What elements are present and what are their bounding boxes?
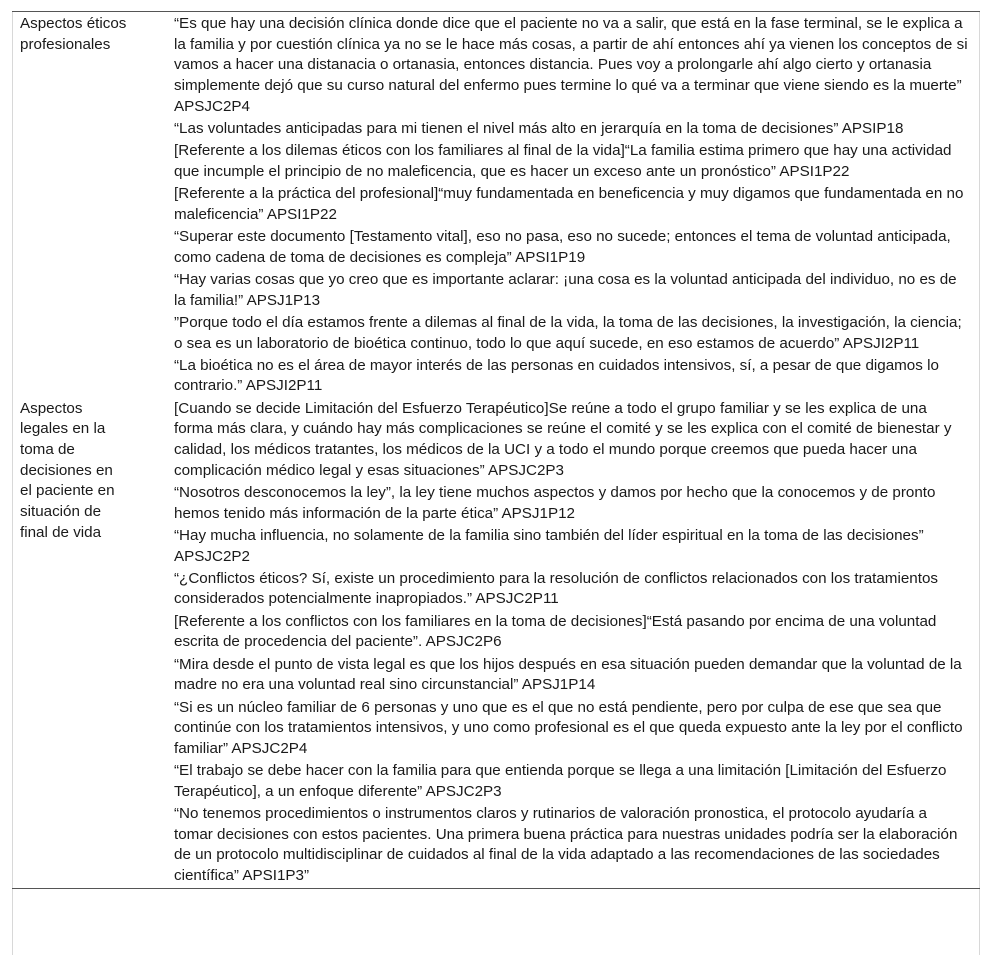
quote-text: ”Porque todo el día estamos frente a dilemas al final de la vida, la toma de las decisiones, la investigación, la ciencia; o sea es un laboratorio de bioética continuo, todo lo que aquí sucede, en eso estamos de acuerdo” APSJI2P11	[174, 313, 962, 352]
quotes-table-container	[12, 11, 980, 889]
quote-text: “Hay mucha influencia, no solamente de la familia sino también del líder espiritual en la toma de las decisiones” APSJC2P2	[174, 526, 924, 565]
category-cell	[12, 399, 174, 889]
quote-text: [Cuando se decide Limitación del Esfuerzo Terapéutico]Se reúne a todo el grupo familiar y se les explica de una forma más clara, y cuándo hay más complicaciones se reúne el comité y se les explica con el comité de bienestar y calidad, los médicos tratantes, los médicos de la UCI y a todo el mundo porque creemos que pueda hacer una complicación médico legal y esas situaciones” APSJC2P3	[174, 399, 952, 479]
quote-text: [Referente a la práctica del profesional]“muy fundamentada en beneficencia y muy digamos que fundamentada en no maleficencia” APSI1P22	[174, 185, 964, 223]
quote-text: “¿Conflictos éticos? Sí, existe un procedimiento para la resolución de conflictos relacionados con los tratamientos considerados potencialmente inapropiados.” APSJC2P11	[174, 569, 938, 608]
quote-text: [Referente a los conflictos con los familiares en la toma de decisiones]“Está pasando por encima de una voluntad escrita de procedencia del paciente”. APSJC2P6	[174, 612, 937, 651]
quotes-cell	[174, 399, 980, 889]
quote-text: “Mira desde el punto de vista legal es que los hijos después en esa situación pueden demandar que la voluntad de la madre no era una voluntad real sino circunstancial” APSJ1P14	[174, 655, 962, 694]
quote-text: “Las voluntades anticipadas para mi tienen el nivel más alto en jerarquía en la toma de decisiones” APSIP18	[174, 120, 904, 138]
quote-text: “Si es un núcleo familiar de 6 personas y uno que es el que no está pendiente, pero por culpa de ese que sea que continúe con los tratamientos intensivos, y uno como profesional es el que queda expuesto ante la ley por el conflicto familiar” APSJC2P4	[174, 698, 963, 757]
quote-text: “Hay varias cosas que yo creo que es importante aclarar: ¡una cosa es la voluntad anticipada del individuo, no es de la familia!” APSJ1P13	[174, 270, 957, 309]
category-label-line: legales en la	[20, 420, 106, 438]
quote-text: [Referente a los dilemas éticos con los familiares al final de la vida]“La familia estima primero que hay una actividad que incumple el principio de no maleficencia, que es hacer un exceso ante un pronóstico” APSI1P22	[174, 142, 952, 180]
quotes-cell	[174, 12, 980, 399]
category-label: Aspectos éticos profesionales	[20, 15, 127, 53]
category-label-line: decisiones en	[20, 461, 113, 479]
quote-text: “Nosotros desconocemos la ley”, la ley tiene muchos aspectos y damos por hecho que la conocemos y de pronto hemos tenido más información de la parte ética” APSJ1P12	[174, 483, 936, 522]
category-label-line: final de vida	[20, 523, 102, 541]
quotes-table	[12, 11, 980, 889]
quote-text: “No tenemos procedimientos o instrumentos claros y rutinarios de valoración pronostica, el protocolo ayudaría a tomar decisiones con estos pacientes. Una primera buena práctica para nuestras unidades podría ser la elaboración de un protocolo multidisciplinar de cuidados al final de la vida adaptado a las recomendaciones de las sociedades científica” APSI1P3”	[174, 805, 958, 885]
quote-text: “El trabajo se debe hacer con la familia para que entienda porque se llega a una limitación [Limitación del Esfuerzo Terapéutico], a un enfoque diferente” APSJC2P3	[174, 762, 947, 800]
category-label-line: Aspectos	[20, 399, 83, 417]
category-label-line: situación de	[20, 503, 102, 521]
quote-text: “La bioética no es el área de mayor interés de las personas en cuidados intensivos, sí, a pesar de que digamos lo contrario.” APSJI2P11	[174, 356, 939, 395]
category-label-line: el paciente en	[20, 482, 115, 500]
category-cell	[12, 12, 174, 399]
table-row	[12, 12, 980, 399]
quote-text: “Es que hay una decisión clínica donde dice que el paciente no va a salir, que está en la fase terminal, se le explica a la familia y por cuestión clínica ya no se le hace más cosas, a partir de ahí entonces ahí ya vienen los conceptos de si vamos a hacer una distanacia o ortanasia, entonces distancia. Pues voy a prolongarle ahí algo cierto y ortanasia simplemente dejó que su curso natural del enfermo pues termine lo qué va a terminar que viene siendo es la muerte” APSJC2P4	[174, 15, 968, 115]
table-row	[12, 399, 980, 889]
quote-text: “Superar este documento [Testamento vital], eso no pasa, eso no sucede; entonces el tema de voluntad anticipada, como cadena de toma de decisiones es compleja” APSI1P19	[174, 228, 951, 266]
category-label-line: toma de	[20, 441, 75, 459]
